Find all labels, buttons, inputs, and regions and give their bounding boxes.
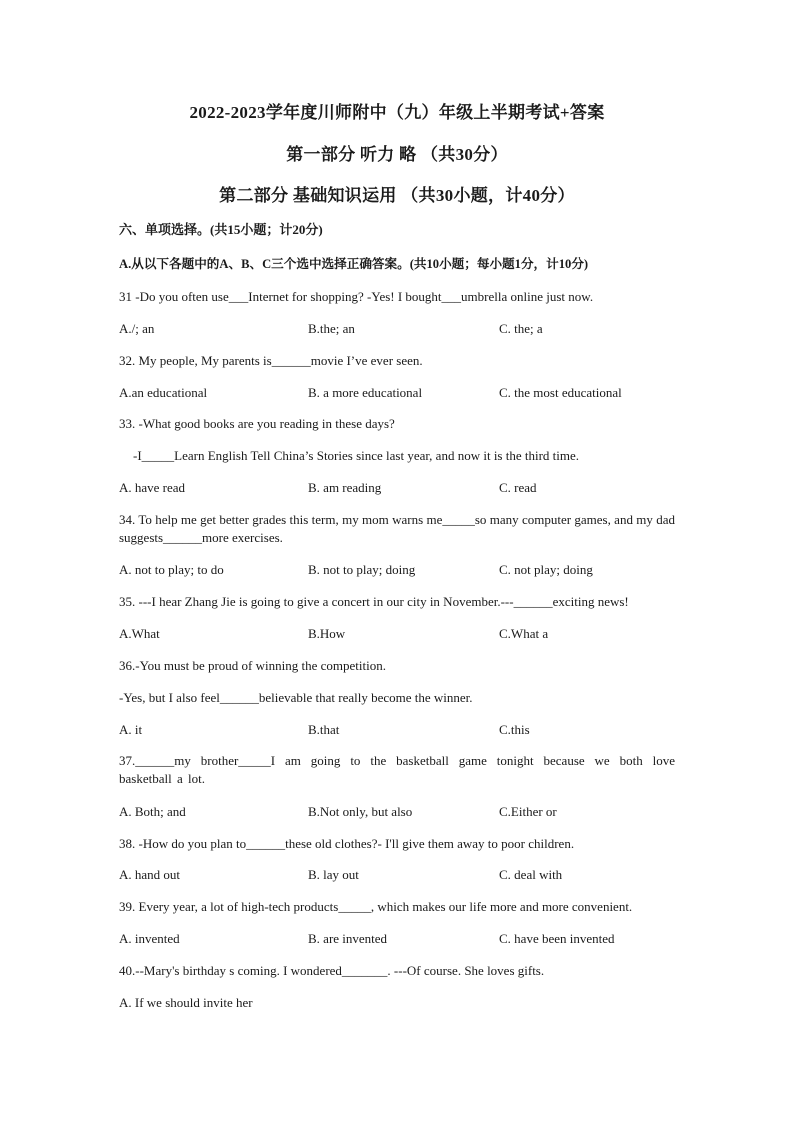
question-39-option-c: C. have been invented [499,931,615,946]
question-36-reply: -Yes, but I also feel______believable that really become the winner. [119,690,473,705]
question-39-option-a: A. invented [119,931,180,946]
question-31-option-c: C. the; a [499,321,543,336]
question-33-option-a: A. have read [119,480,186,495]
question-40-stem: 40.--Mary's birthday s coming. I wondered_______. ---Of course. She loves gifts. [119,963,545,978]
question-34-option-b: B. not to play; doing [308,562,416,577]
question-36-option-b: B.that [308,722,340,737]
question-35-option-b: B.How [308,626,346,641]
question-32-option-c: C. the most educational [499,385,622,400]
question-36-stem: 36.-You must be proud of winning the competition. [119,658,386,673]
question-38-stem: 38. -How do you plan to______these old clothes?- I'll give them away to poor children. [119,836,575,851]
question-31-option-b: B.the; an [308,321,355,336]
question-35-option-a: A.What [119,626,160,641]
question-39-option-b: B. are invented [308,931,388,946]
question-37-option-c: C.Either or [499,804,557,819]
question-35-option-c: C.What a [499,626,549,641]
question-32-option-b: B. a more educational [308,385,423,400]
exam-title: 2022-2023学年度川师附中（九）年级上半期考试+答案 [189,103,605,122]
part-two-heading: 第二部分 基础知识运用 （共30小题，计40分） [219,186,575,205]
question-38-option-c: C. deal with [499,867,563,882]
question-31-option-a: A./; an [119,321,155,336]
question-38-option-a: A. hand out [119,867,181,882]
question-31-stem: 31 -Do you often use___Internet for shopping? -Yes! I bought___umbrella online just now. [119,289,594,304]
question-39-stem: 39. Every year, a lot of high-tech products_____, which makes our life more and more convenient. [119,899,633,914]
question-36-option-c: C.this [499,722,530,737]
question-34-option-c: C. not play; doing [499,562,593,577]
question-33-option-c: C. read [499,480,537,495]
question-37-option-b: B.Not only, but also [308,804,413,819]
question-32-option-a: A.an educational [119,385,208,400]
question-33-stem: 33. -What good books are you reading in these days? [119,416,395,431]
question-33-option-b: B. am reading [308,480,382,495]
question-34-stem: 34. To help me get better grades this term, my mom warns me_____so many computer games, and my dad suggests______more exercises. [119,512,675,545]
section-sub-heading: A.从以下各题中的A、B、C三个选中选择正确答案。(共10小题；每小题1分，计10分) [119,257,589,271]
question-36-option-a: A. it [119,722,143,737]
question-35-stem: 35. ---I hear Zhang Jie is going to give a concert in our city in November.---______exciting news! [119,594,629,609]
question-37-stem: 37.______my brother_____I am going to the basketball game tonight because we both love basketball a lot. [119,753,675,786]
question-33-reply: -I_____Learn English Tell China’s Stories since last year, and now it is the third time. [133,448,580,463]
part-one-heading: 第一部分 听力 略 （共30分） [286,145,508,164]
question-32-stem: 32. My people, My parents is______movie I’ve ever seen. [119,353,423,368]
question-37-option-a: A. Both; and [119,804,186,819]
question-40-option-a: A. If we should invite her [119,995,253,1010]
question-38-option-b: B. lay out [308,867,359,882]
question-34-option-a: A. not to play; to do [119,562,224,577]
section-heading: 六、单项选择。(共15小题；计20分) [119,222,323,237]
